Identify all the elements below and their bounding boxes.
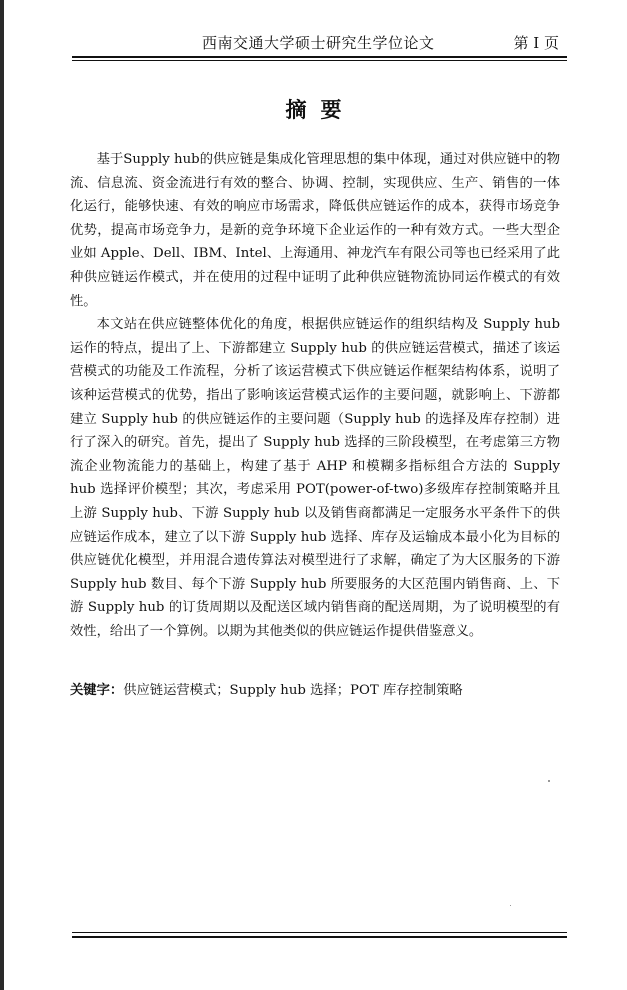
header-page-number: 第 I 页 — [513, 34, 559, 52]
page-edge-shadow — [0, 0, 4, 990]
abstract-title: 摘要 — [285, 97, 356, 122]
header-thesis-title: 西南交通大学硕士研究生学位论文 — [202, 34, 435, 52]
header-rule-thick — [72, 56, 567, 58]
abstract-body — [70, 148, 560, 643]
footer-rule-thin — [72, 932, 567, 933]
keywords-line — [70, 680, 560, 702]
abstract-paragraph-2: 本文站在供应链整体优化的角度，根据供应链运作的组织结构及 Supply hub 运作的特点，提出了上、下游都建立 Supply hub 的供应链运营模式，描述了该运营模式的功能及工作流程，分析了该运营模式下供应链运作框架结构体系，说明了该种运营模式的优势，指出了影响该运营模式运作的主要问题，就影响上、下游都建立 Supply hub 的供应链运作的主要问题（Supply hub 的选择及库存控制）进行了深入的研究。首先，提出了 Supply hub 选择的三阶段模型，在考虑第三方物流企业物流能力的基础上，构建了基于 AHP 和模糊多指标组合方法的 Supply hub 选择评价模型；其次，考虑采用 POT(power-of-two)多级库存控制策略并且上游 Supply hub、下游 Supply hub 以及销售商都满足一定服务水平条件下的供应链运作成本，建立了以下游 Supply hub 选择、库存及运输成本最小化为目标的供应链优化模型，并用混合遗传算法对模型进行了求解，确定了为大区服务的下游 Supply hub 数目、每个下游 Supply hub 所要服务的大区范围内销售商、上、下游 Supply hub 的订货周期以及配送区域内销售商的配送周期，为了说明模型的有效性，给出了一个算例。以期为其他类似的供应链运作提供借鉴意义。 — [70, 317, 560, 639]
footer-rule-thick — [72, 936, 567, 938]
keywords-text: 供应链运营模式；Supply hub 选择；POT 库存控制策略 — [123, 683, 463, 698]
running-header — [72, 30, 567, 54]
keywords-label: 关键字： — [70, 683, 124, 698]
scan-speck — [510, 905, 511, 906]
scan-speck — [548, 780, 550, 782]
abstract-paragraph-1: 基于Supply hub的供应链是集成化管理思想的集中体现，通过对供应链中的物流、信息流、资金流进行有效的整合、协调、控制，实现供应、生产、销售的一体化运行，能够快速、有效的响应市场需求，降低供应链运作的成本，获得市场竞争优势，提高市场竞争力，是新的竞争环境下企业运作的一种有效方式。一些大型企业如 Apple、Dell、IBM、Intel、上海通用、神龙汽车有限公司等也已经采用了此种供应链运作模式，并在使用的过程中证明了此种供应链物流协同运作模式的有效性。 — [70, 152, 560, 309]
header-rule-thin — [72, 60, 567, 61]
